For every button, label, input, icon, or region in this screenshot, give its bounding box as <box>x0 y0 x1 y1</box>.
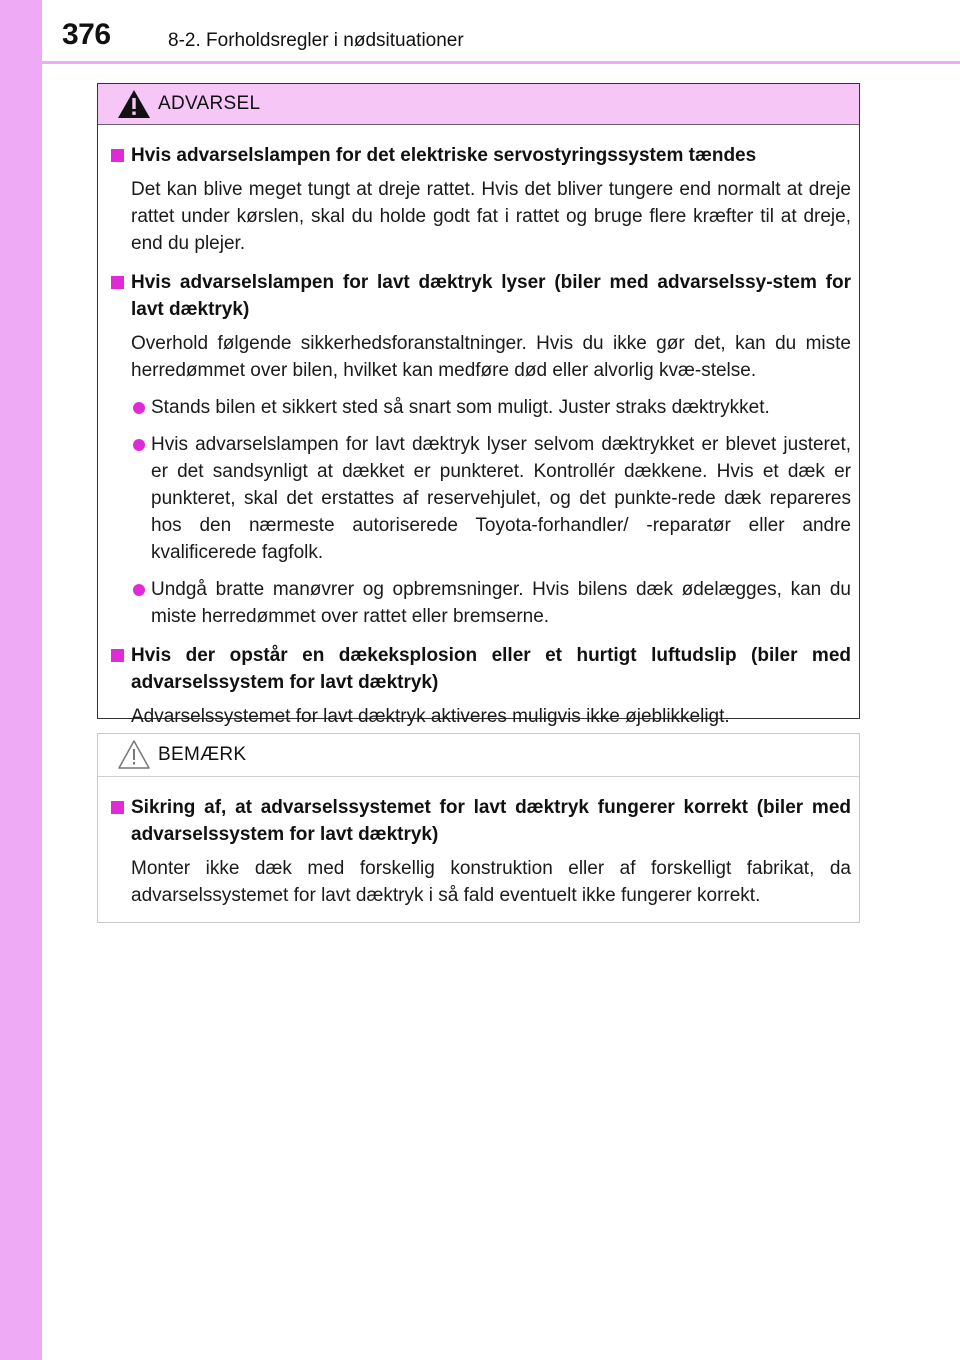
square-bullet-icon <box>111 801 124 814</box>
warning-triangle-outline-icon <box>116 738 152 770</box>
square-bullet-icon <box>111 276 124 289</box>
round-bullet-icon <box>133 402 145 414</box>
warning-label: ADVARSEL <box>158 93 261 114</box>
list-item: Stands bilen et sikkert sted så snart som muligt. Juster straks dæktrykket. <box>106 394 851 421</box>
item-heading: Hvis der opstår en dækeksplosion eller et hurtigt luftudslip (biler med advarselssystem for lavt dæktryk) <box>106 642 851 696</box>
header-rule <box>42 61 960 64</box>
item-body: Advarselssystemet for lavt dæktryk aktiveres muligvis ikke øjeblikkeligt. <box>131 706 730 727</box>
notice-box <box>97 733 860 923</box>
warning-item <box>106 642 851 730</box>
notice-box-header <box>98 734 859 777</box>
item-heading: Hvis advarselslampen for lavt dæktryk lyser (biler med advarselssy-stem for lavt dæktryk) <box>106 269 851 323</box>
page-number: 376 <box>62 18 111 51</box>
list-item: Hvis advarselslampen for lavt dæktryk lyser selvom dæktrykket er blevet justeret, er det sandsynligt at dækket er punkteret. Kontrollér dækkene. Hvis et dæk er punkteret, skal det erstattes af reservehjulet, og det punkte-rede dæk repareres hos den nærmeste autoriserede Toyota-forhandler/ -reparatør eller andre kvalificerede fagfolk. <box>106 431 851 566</box>
warning-content <box>98 142 859 730</box>
item-body: Monter ikke dæk med forskellig konstruktion eller af forskelligt fabrikat, da advarselssystemet for lavt dæktryk i så fald eventuelt ikke fungerer korrekt. <box>131 858 851 906</box>
list-item: Undgå bratte manøvrer og opbremsninger. Hvis bilens dæk ødelægges, kan du miste herredømmet over rattet eller bremserne. <box>106 576 851 630</box>
item-body: Overhold følgende sikkerhedsforanstaltninger. Hvis du ikke gør det, kan du miste herredømmet over bilen, hvilket kan medføre død eller alvorlig kvæ-stelse. <box>131 333 851 381</box>
warning-box <box>97 83 860 727</box>
warning-item <box>106 269 851 630</box>
notice-content <box>98 794 859 909</box>
square-bullet-icon <box>111 149 124 162</box>
notice-item <box>106 794 851 909</box>
item-heading: Sikring af, at advarselssystemet for lavt dæktryk fungerer korrekt (biler med advarselssystem for lavt dæktryk) <box>106 794 851 848</box>
item-heading: Hvis advarselslampen for det elektriske servostyringssystem tændes <box>106 142 851 169</box>
round-bullet-icon <box>133 584 145 596</box>
warning-triangle-filled-icon <box>116 88 152 120</box>
notice-label: BEMÆRK <box>158 744 247 765</box>
square-bullet-icon <box>111 649 124 662</box>
section-title: 8-2. Forholdsregler i nødsituationer <box>168 30 464 51</box>
warning-box-header <box>98 84 859 125</box>
round-bullet-icon <box>133 439 145 451</box>
warning-item <box>106 142 851 257</box>
side-color-strip <box>0 0 42 1360</box>
item-body: Det kan blive meget tungt at dreje rattet. Hvis det bliver tungere end normalt at dreje rattet under kørslen, skal du holde godt fat i rattet og bruge flere kræfter til at dreje, end du plejer. <box>131 179 851 254</box>
